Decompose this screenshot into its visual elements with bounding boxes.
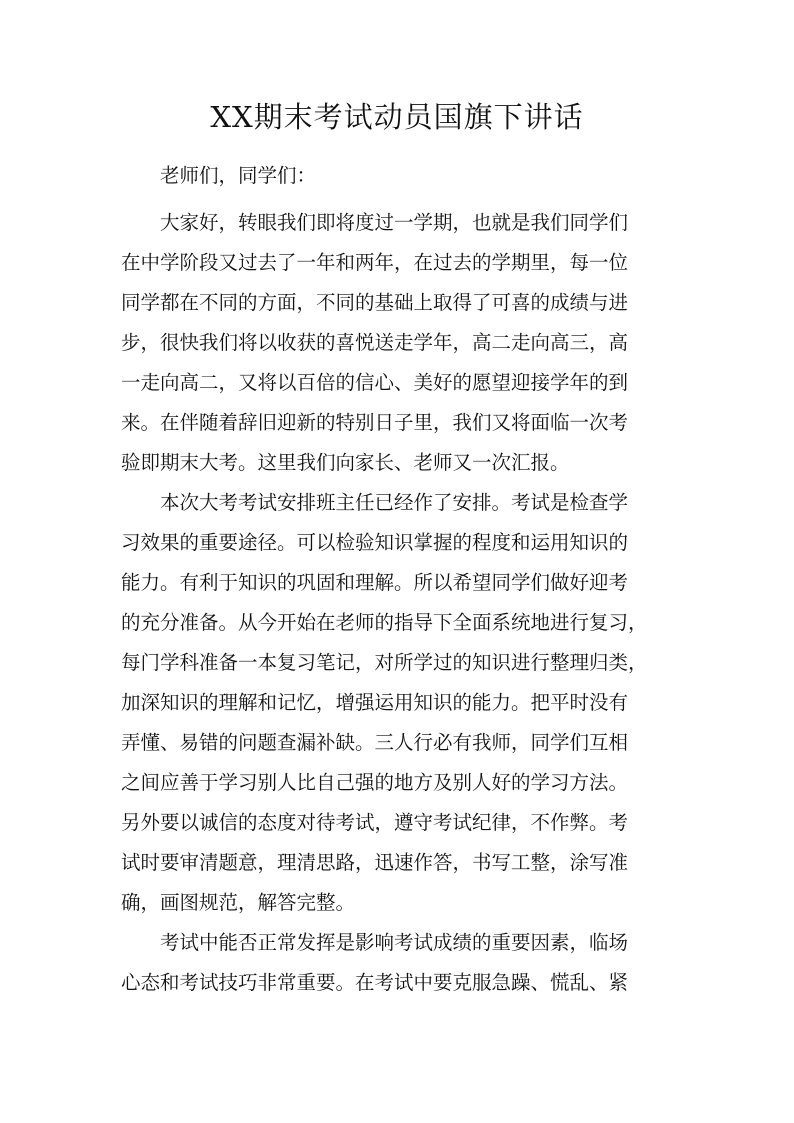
paragraph-line: 本次大考考试安排班主任已经作了安排。考试是检查学 <box>160 491 629 514</box>
paragraph-line: 心态和考试技巧非常重要。在考试中要克服急躁、慌乱、紧 <box>121 971 629 994</box>
paragraph-line: 大家好，转眼我们即将度过一学期，也就是我们同学们 <box>160 211 629 234</box>
greeting: 老师们，同学们： <box>160 164 317 187</box>
paragraph-line: 另外要以诚信的态度对待考试，遵守考试纪律，不作弊。考 <box>121 811 629 834</box>
paragraph-line: 习效果的重要途径。可以检验知识掌握的程度和运用知识的 <box>121 531 629 554</box>
paragraph-line: 来。在伴随着辞旧迎新的特别日子里，我们又将面临一次考 <box>121 411 629 434</box>
paragraph-line: 的充分准备。从今开始在老师的指导下全面系统地进行复习， <box>121 611 648 634</box>
page-title: XX期末考试动员国旗下讲话 <box>210 100 584 134</box>
paragraph-line: 弄懂、易错的问题查漏补缺。三人行必有我师，同学们互相 <box>121 731 629 754</box>
spacer <box>121 196 681 203</box>
paragraph-2 <box>121 483 681 923</box>
paragraph-line: 能力。有利于知识的巩固和理解。所以希望同学们做好迎考 <box>121 571 629 594</box>
paragraph-line: 一走向高二，又将以百倍的信心、美好的愿望迎接学年的到 <box>121 371 629 394</box>
paragraph-line: 之间应善于学习别人比自己强的地方及别人好的学习方法。 <box>121 771 629 794</box>
paragraph-line: 在中学阶段又过去了一年和两年，在过去的学期里，每一位 <box>121 251 629 274</box>
paragraph-1 <box>121 203 681 483</box>
paragraph-line: 同学都在不同的方面，不同的基础上取得了可喜的成绩与进 <box>121 291 629 314</box>
paragraph-line: 步，很快我们将以收获的喜悦送走学年，高二走向高三，高 <box>121 331 629 354</box>
paragraph-line: 确，画图规范，解答完整。 <box>121 891 356 914</box>
paragraph-line: 验即期末大考。这里我们向家长、老师又一次汇报。 <box>121 451 570 474</box>
paragraph-3 <box>121 923 681 1003</box>
speech-body <box>121 156 681 1003</box>
paragraph-line: 加深知识的理解和记忆，增强运用知识的能力。把平时没有 <box>121 691 629 714</box>
paragraph-line: 考试中能否正常发挥是影响考试成绩的重要因素，临场 <box>160 931 629 954</box>
paragraph-line: 每门学科准备一本复习笔记，对所学过的知识进行整理归类， <box>121 651 648 674</box>
paragraph-line: 试时要审清题意，理清思路，迅速作答，书写工整，涂写准 <box>121 851 629 874</box>
